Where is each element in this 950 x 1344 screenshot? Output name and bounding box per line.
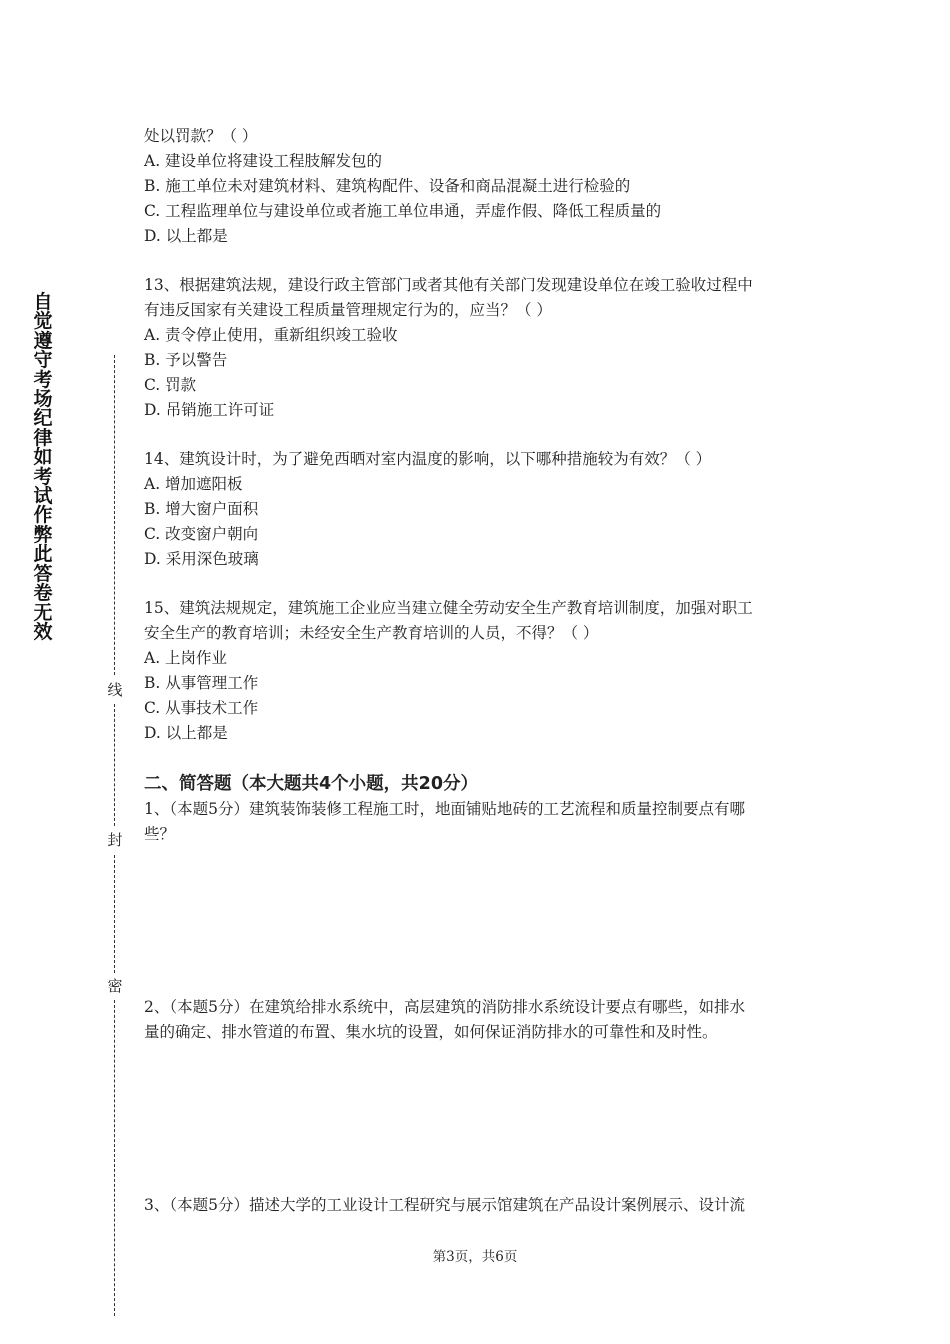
question-stem: 14、建筑设计时，为了避免西晒对室内温度的影响，以下哪种措施较为有效？（ ） <box>144 450 712 468</box>
option-a: A. 上岗作业 <box>144 649 228 667</box>
short-answer-2 <box>144 995 812 1045</box>
question-12-continued <box>144 124 812 249</box>
option-a: A. 责令停止使用，重新组织竣工验收 <box>144 326 398 344</box>
option-b: B. 增大窗户面积 <box>144 500 259 518</box>
question-stem: 安全生产的教育培训；未经安全生产教育培训的人员，不得？（ ） <box>144 624 599 642</box>
option-d: D. 以上都是 <box>144 227 228 245</box>
answer-space[interactable] <box>144 847 812 995</box>
answer-space[interactable] <box>144 1045 812 1193</box>
binding-word-seal: 封 <box>107 831 123 849</box>
question-stem: 3、（本题5分）描述大学的工业设计工程研究与展示馆建筑在产品设计案例展示、设计流 <box>144 1196 745 1214</box>
question-stem: 15、建筑法规规定，建筑施工企业应当建立健全劳动安全生产教育培训制度，加强对职工 <box>144 599 753 617</box>
option-c: C. 改变窗户朝向 <box>144 525 259 543</box>
question-stem: 1、（本题5分）建筑装饰装修工程施工时，地面铺贴地砖的工艺流程和质量控制要点有哪 <box>144 800 745 818</box>
option-b: B. 予以警告 <box>144 351 228 369</box>
page-footer: 第3页，共6页 <box>432 1249 518 1265</box>
option-a: A. 建设单位将建设工程肢解发包的 <box>144 152 383 170</box>
binding-line-segment-2 <box>114 704 115 826</box>
question-stem: 13、根据建筑法规，建设行政主管部门或者其他有关部门发现建设单位在竣工验收过程中 <box>144 276 753 294</box>
binding-line-segment-1 <box>114 355 115 675</box>
option-d: D. 以上都是 <box>144 724 228 742</box>
short-answer-1 <box>144 797 812 847</box>
question-15 <box>144 596 812 746</box>
question-stem: 2、（本题5分）在建筑给排水系统中，高层建筑的消防排水系统设计要点有哪些，如排水 <box>144 998 745 1016</box>
short-answer-3 <box>144 1193 812 1218</box>
binding-line-segment-3 <box>114 855 115 973</box>
binding-word-secret: 密 <box>107 977 123 995</box>
question-13 <box>144 273 812 423</box>
binding-line-segment-4 <box>114 1000 115 1316</box>
question-stem: 处以罚款？（ ） <box>144 127 258 145</box>
option-c: C. 罚款 <box>144 376 197 394</box>
option-b: B. 施工单位未对建筑材料、建筑构配件、设备和商品混凝土进行检验的 <box>144 177 631 195</box>
option-a: A. 增加遮阳板 <box>144 475 243 493</box>
section-title: 二、简答题（本大题共4个小题，共20分） <box>144 774 479 794</box>
exam-discipline-notice: 自觉遵守考场纪律如考试作弊此答卷无效 <box>33 291 53 643</box>
option-c: C. 从事技术工作 <box>144 699 259 717</box>
exam-content <box>144 124 812 1218</box>
question-stem: 量的确定、排水管道的布置、集水坑的设置，如何保证消防排水的可靠性和及时性。 <box>144 1023 718 1041</box>
question-stem: 有违反国家有关建设工程质量管理规定行为的，应当？（ ） <box>144 301 552 319</box>
option-c: C. 工程监理单位与建设单位或者施工单位串通，弄虚作假、降低工程质量的 <box>144 202 662 220</box>
option-d: D. 采用深色玻璃 <box>144 550 259 568</box>
question-14 <box>144 447 812 572</box>
option-b: B. 从事管理工作 <box>144 674 259 692</box>
option-d: D. 吊销施工许可证 <box>144 401 275 419</box>
binding-word-line: 线 <box>107 681 123 699</box>
question-stem: 些？ <box>144 825 176 843</box>
